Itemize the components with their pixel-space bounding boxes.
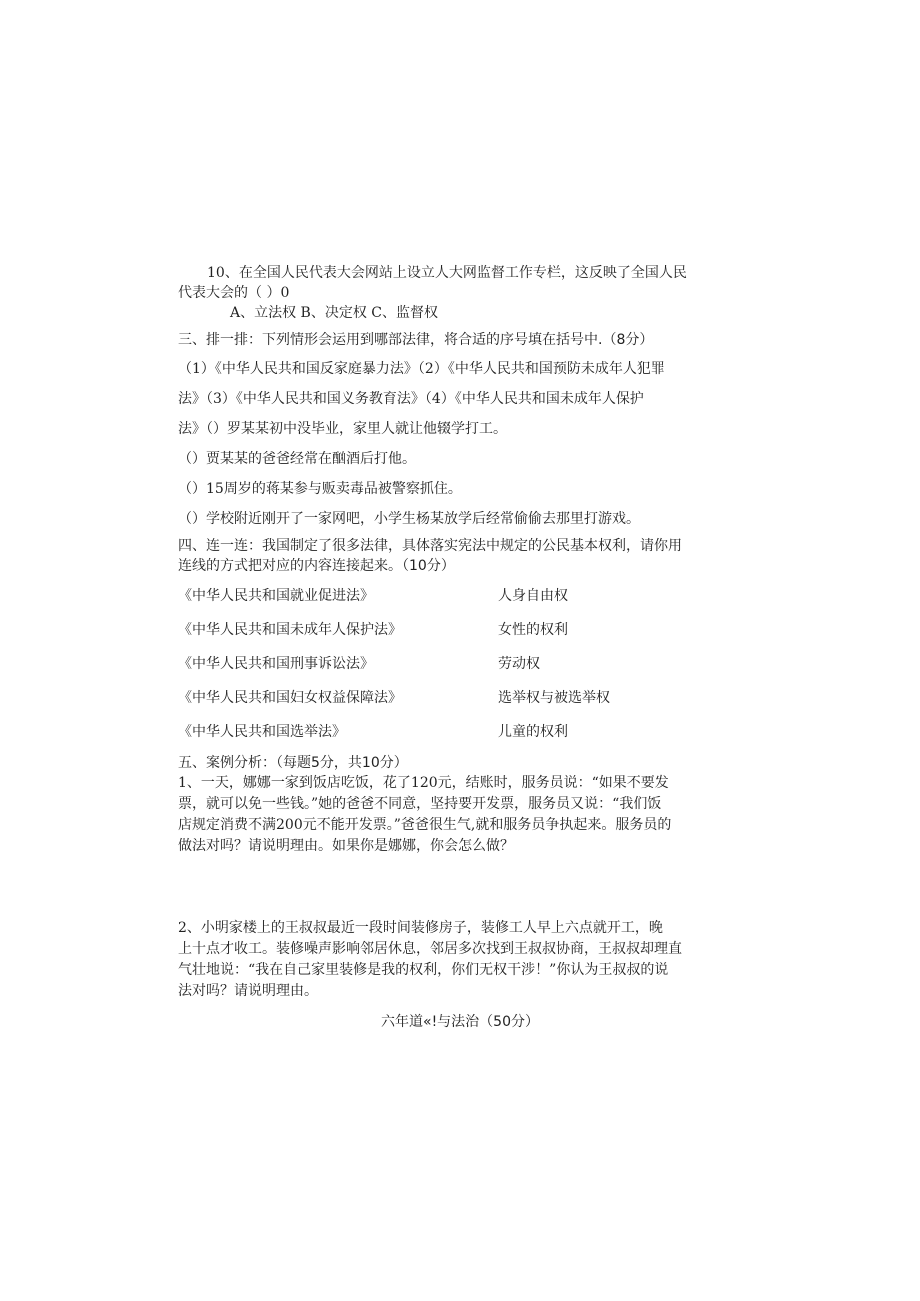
q10-line1: 10、在全国人民代表大会网站上设立人大网监督工作专栏，这反映了全国人民 [207,265,687,281]
right-item: 选举权与被选举权 [498,690,610,706]
case2-line: 气壮地说：“我在自己家里装修是我的权利，你们无权干涉！”你认为王叔叔的说 [178,962,669,978]
q10-options: A、立法权 B、决定权 C、监督权 [230,305,439,321]
law-item: 《中华人民共和国选举法》 [178,724,346,740]
right-item: 人身自由权 [498,588,568,604]
section4-heading-line1: 四、连一连：我国制定了很多法律，具体落实宪法中规定的公民基本权利，请你用 [178,538,682,554]
law-item: 《中华人民共和国就业促进法》 [178,588,374,604]
section3-heading: 三、排一排：下列情形会运用到哪部法律，将合适的序号填在括号中.（8分） [178,332,654,348]
section5-heading: 五、案例分析：（每题5分，共10分） [178,755,408,771]
case2-line: 上十点才收工。装修噪声影响邻居休息，邻居多次找到王叔叔协商，王叔叔却理直 [178,941,682,957]
case2-line: 法对吗？请说明理由。 [178,983,318,999]
exam-title: 六年道«!与法治（50分） [381,1014,539,1030]
case1-line: 店规定消费不满200元不能开发票。”爸爸很生气,就和服务员争执起来。服务员的 [178,817,672,833]
section3-item2: （）贾某某的爸爸经常在酗酒后打他。 [178,451,416,467]
case1-line: 1、一天，娜娜一家到饭店吃饭，花了120元，结账时，服务员说：“如果不要发 [178,775,669,791]
q10-line2: 代表大会的（ ）0 [178,285,290,301]
section3-laws-line1: （1）《中华人民共和国反家庭暴力法》（2）《中华人民共和国预防未成年人犯罪 [178,361,665,377]
case2-line: 2、小明家楼上的王叔叔最近一段时间装修房子，装修工人早上六点就开工，晚 [178,920,663,936]
section3-laws-line3: 法》（）罗某某初中没毕业，家里人就让他辍学打工。 [178,421,507,437]
case1-line: 做法对吗？请说明理由。如果你是娜娜，你会怎么做？ [178,838,514,854]
section3-item4: （）学校附近刚开了一家网吧，小学生杨某放学后经常偷偷去那里打游戏。 [178,511,640,527]
case1-line: 票，就可以免一些钱。”她的爸爸不同意，坚持要开发票，服务员又说：“我们饭 [178,796,662,812]
section3-laws-line2: 法》（3）《中华人民共和国义务教育法》（4）《中华人民共和国未成年人保护 [178,391,644,407]
law-item: 《中华人民共和国妇女权益保障法》 [178,690,402,706]
right-item: 儿童的权利 [498,724,568,740]
section4-heading-line2: 连线的方式把对应的内容连接起来。（10分） [178,558,455,574]
section3-item3: （）15周岁的蒋某参与贩卖毒品被警察抓住。 [178,481,462,497]
right-item: 女性的权利 [498,622,568,638]
law-item: 《中华人民共和国刑事诉讼法》 [178,656,374,672]
right-item: 劳动权 [498,656,540,672]
law-item: 《中华人民共和国未成年人保护法》 [178,622,402,638]
